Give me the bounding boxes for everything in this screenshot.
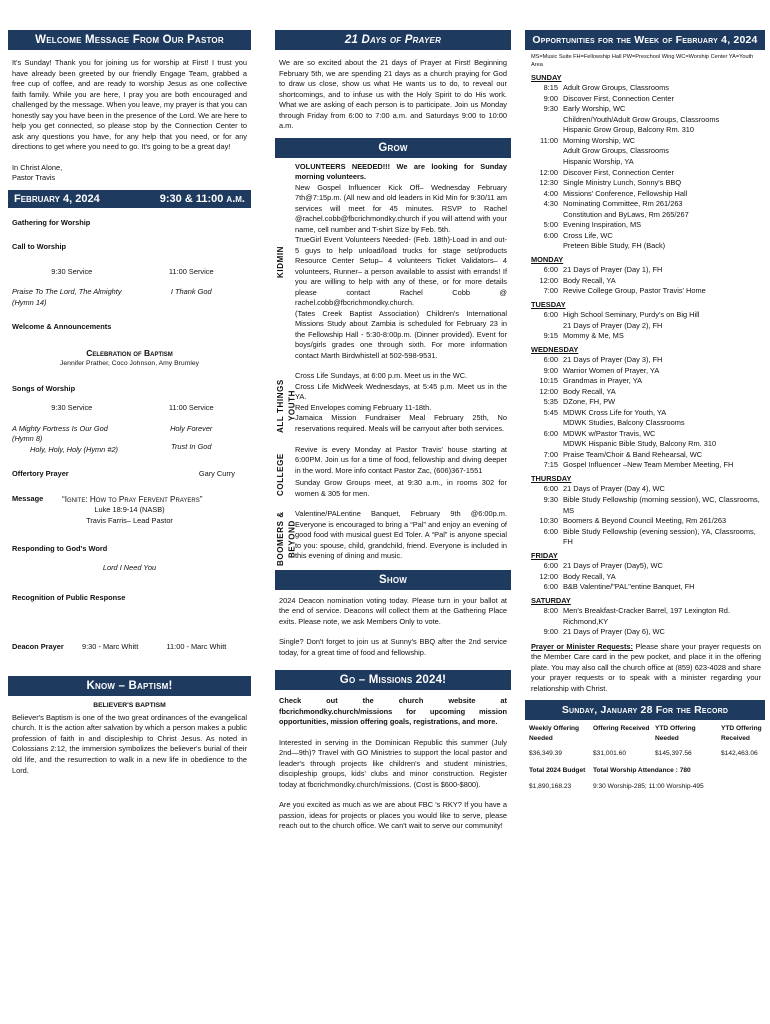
go-2: Interested in serving in the Dominican Republic this summer (July 2nd—9th)? Travel with GO Ministries to support the local pastor and leader's through projects like children's and student ministries, discipleship groups, kids' clubs and minor construction. Register today at fbcrichmondky.church/missions. (Cost is $600-$800). <box>279 737 507 789</box>
schedule-day-heading: SUNDAY <box>531 72 562 82</box>
youth-1: Cross Life Sundays, at 6:00 p.m. Meet us in the WC. <box>295 371 468 381</box>
column-ministries <box>275 30 511 835</box>
service-date: February 4, 2024 <box>14 192 100 205</box>
event-description: 21 Days of Prayer (Day 2), FH <box>563 320 663 330</box>
kidmin-section <box>275 162 511 362</box>
schedule-event <box>531 460 765 471</box>
event-time: 7:15 <box>543 460 558 470</box>
event-description: B&B Valentine/"PAL"entine Banquet, FH <box>563 582 695 592</box>
schedule-event <box>531 157 765 168</box>
offer-v2: $31,001.60 <box>593 749 627 757</box>
schedule-event <box>531 220 765 231</box>
know-title: Know – Baptism! <box>8 676 251 696</box>
offer-h4: YTD Offering Received <box>721 725 762 742</box>
song-1100-2: Trust In God <box>170 442 212 452</box>
baptism-names: Jennifer Prather, Coco Johnson, Amy Brumley <box>59 359 200 367</box>
kidmin-1: VOLUNTEERS NEEDED!!! We are looking for Sunday morning volunteers. <box>295 161 507 182</box>
event-description: 21 Days of Prayer (Day 3), FH <box>563 355 663 365</box>
event-time: 4:30 <box>543 199 558 209</box>
youth-section <box>275 371 511 434</box>
schedule-event <box>531 429 765 440</box>
event-description: Discover First, Connection Center <box>563 93 674 103</box>
event-time: 8:15 <box>543 83 558 93</box>
recognition-label: Recognition of Public Response <box>12 593 126 603</box>
event-time: 7:00 <box>543 286 558 296</box>
youth-2: Cross Life MidWeek Wednesdays, at 5:45 p.m. Meet us in the YA. <box>295 381 507 402</box>
schedule-event <box>531 627 765 638</box>
event-description: Body Recall, YA <box>563 571 616 581</box>
schedule-event <box>531 241 765 252</box>
responding-song: Lord I Need You <box>102 562 157 572</box>
schedule-event <box>531 276 765 287</box>
welcome-title: Welcome Message From Our Pastor <box>8 30 251 50</box>
event-description: Hispanic Worship, YA <box>563 157 634 166</box>
event-time: 7:00 <box>543 449 558 459</box>
event-description: 21 Days of Prayer (Day 4), WC <box>563 484 665 494</box>
event-description: Children/Youth/Adult Grow Groups, Classrooms <box>563 114 720 124</box>
event-time: 9:00 <box>543 627 558 637</box>
column-order-of-worship <box>8 30 251 779</box>
schedule-event <box>531 495 765 516</box>
event-description: MDWK Hispanic Bible Study, Balcony Rm. 310 <box>563 439 717 449</box>
songs-1100-heading: 11:00 Service <box>168 402 214 412</box>
event-description: MDWK w/Pastor Travis, WC <box>563 428 656 438</box>
schedule-event <box>531 146 765 157</box>
event-time: 6:00 <box>543 484 558 494</box>
event-time: 5:00 <box>543 220 558 230</box>
event-time: 5:35 <box>543 397 558 407</box>
budget-label: Total 2024 Budget <box>529 767 586 775</box>
boomers-label: BOOMERS & BEYOND <box>276 511 297 567</box>
schedule-event <box>531 561 765 572</box>
schedule-event <box>531 376 765 387</box>
event-description: DZone, FH, PW <box>563 397 616 407</box>
schedule-event <box>531 136 765 147</box>
schedule-event <box>531 125 765 136</box>
deacon-930: 9:30 - Marc Whitt <box>82 641 139 651</box>
schedule-event <box>531 178 765 189</box>
message-title: “Ignite: How to Pray Fervent Prayers” <box>62 494 203 504</box>
record-title: Sunday, January 28 For the Record <box>525 700 765 720</box>
schedule-event <box>531 104 765 115</box>
gathering-label: Gathering for Worship <box>12 217 91 227</box>
offering-table <box>529 724 761 758</box>
responding-label: Responding to God's Word <box>12 544 108 554</box>
event-time <box>531 146 563 157</box>
schedule-event <box>531 572 765 583</box>
attendance-value: 9:30 Worship-285; 11:00 Worship-495 <box>593 782 704 790</box>
go-title: Go – Missions 2024! <box>275 670 511 690</box>
event-time: 9:00 <box>543 93 558 103</box>
event-time: 5:45 <box>543 407 558 417</box>
event-time: 4:00 <box>543 188 558 198</box>
event-time: 12:30 <box>539 178 558 188</box>
message-ref: Luke 18:9-14 (NASB) <box>94 505 165 515</box>
kidmin-4: (Tates Creek Baptist Association) Children's International Missions Study about Zambia is scheduled for February 23 in the Fellowship Hall - 5:30-8:00p.m. (Dinner provided). Event for boys/girls grades one through sixth. For more information contact Marth Birdwhistell at 502-598-9531. <box>295 308 507 360</box>
event-time: 9:30 <box>543 104 558 114</box>
event-time: 6:00 <box>543 310 558 320</box>
schedule-event <box>531 189 765 200</box>
event-time: 11:00 <box>540 135 558 145</box>
svc-1100-heading: 11:00 Service <box>168 266 214 276</box>
schedule-event <box>531 210 765 221</box>
kidmin-3: TrueGirl Event Volunteers Needed- (Feb. 18th)-Load in and out-5 guys to help unload/load trucks for stage set/products Resource Center Setup– 4 volunteers Ticket Validators– 4 volunteers, Runner– a person available to assist with errands! If you are willing to help with any of these, or for more details please contact Rachel Cobb @ rachel.cobb@fbcrichmondky.church. <box>295 235 507 308</box>
kidmin-2: New Gospel Influencer Kick Off– Wednesday February 7th@7:15p.m. (All new and old leaders in Kid Min for 9:30/11 am services will meet for 45 minutes. RSVP to Rachel @rachel.cobb@fbcrichmondky.church if you will attend with your name, cell number and T-shirt Size by Feb. 5th. <box>295 182 507 234</box>
budget-value: $1,890,168.23 <box>529 782 572 790</box>
event-time <box>531 439 563 450</box>
schedule-event <box>531 418 765 429</box>
event-description: 21 Days of Prayer (Day 6), WC <box>563 627 665 637</box>
event-time: 6:00 <box>543 561 558 571</box>
event-time: 12:00 <box>539 571 558 581</box>
service-times: 9:30 & 11:00 a.m. <box>159 192 245 205</box>
event-time: 6:00 <box>543 230 558 240</box>
schedule-event <box>531 265 765 276</box>
event-time <box>531 125 563 136</box>
schedule-event <box>531 408 765 419</box>
believers-text: Believer's Baptism is one of the two great ordinances of the evangelical church. It is the action after salvation by which a person makes a public profession of faith in and discipleship to Christ Jesus. As noted in Colossians 2:12, the immersion symbolizes the believer's burial of their old life, and the resurrection to walk in a new life in obedience to the Lord. <box>12 712 247 775</box>
event-description: Mommy & Me, MS <box>563 331 624 341</box>
show-title: Show <box>275 570 511 590</box>
event-description: Early Worship, WC <box>563 104 626 114</box>
event-description: Adult Grow Groups, Classrooms <box>563 146 669 156</box>
schedule-event <box>531 606 765 627</box>
event-time <box>531 115 563 126</box>
youth-label: ALL THINGS YOUTH <box>276 379 297 434</box>
schedule-event <box>531 484 765 495</box>
kidmin-label: KIDMIN <box>276 245 285 278</box>
college-2: Sunday Grow Groups meet, at 9:30 a.m., in rooms 302 for women & 305 for men. <box>295 478 507 498</box>
schedule-event <box>531 527 765 548</box>
schedule-day-heading: TUESDAY <box>531 299 566 309</box>
event-description: Missions' Conference, Fellowship Hall <box>563 188 688 198</box>
event-time: 9:00 <box>543 365 558 375</box>
show-1: 2024 Deacon nomination voting today. Please turn in your ballot at the end of service. Deacons will collect them at the Gathering Place exits. Please note, we ask Members Only to vote. <box>279 595 507 626</box>
schedule-day-heading: WEDNESDAY <box>531 344 579 354</box>
event-time: 10:15 <box>539 376 558 386</box>
boomers-section <box>275 509 511 567</box>
offer-h1: Weekly Offering Needed <box>529 725 580 742</box>
service-date-bar <box>8 190 251 208</box>
college-section <box>275 445 511 500</box>
event-time: 12:00 <box>539 275 558 285</box>
event-time: 6:00 <box>543 526 558 536</box>
event-time <box>531 241 563 252</box>
song-930-1: A Mighty Fortress Is Our God (Hymn 8) <box>12 423 108 444</box>
schedule-event <box>531 321 765 332</box>
song-1100-1: Holy Forever <box>170 423 213 433</box>
event-time: 12:00 <box>539 386 558 396</box>
event-description: Gospel Influencer –New Team Member Meeting, FH <box>563 460 734 470</box>
event-description: Constitution and ByLaws, Rm 265/267 <box>563 209 689 219</box>
deacon-label: Deacon Prayer <box>12 641 64 651</box>
schedule-day-heading: SATURDAY <box>531 595 571 605</box>
schedule-event <box>531 355 765 366</box>
offertory-name: Gary Curry <box>198 469 235 479</box>
event-description: Praise Team/Choir & Band Rehearsal, WC <box>563 449 703 459</box>
youth-4: Jamaica Mission Fundraiser Meal February 25th, No reservations required. Meals will be carryout after both services. <box>295 413 507 433</box>
event-time: 6:00 <box>543 582 558 592</box>
closing: In Christ Alone, <box>12 162 63 172</box>
days-title: 21 Days of Prayer <box>275 30 511 50</box>
call-to-worship-label: Call to Worship <box>12 242 67 252</box>
call-song-1100: I Thank God <box>170 287 212 297</box>
schedule-event <box>531 439 765 450</box>
college-1: Revive is every Monday at Pastor Travis' house starting at 6:00PM. Join us for a time of food, fellowship and diving deeper in the word. More info contact Pastor Zac, (606)367-1551 <box>295 444 507 475</box>
event-description: Hispanic Grow Group, Balcony Rm. 310 <box>563 125 695 135</box>
event-description: Adult Grow Groups, Classrooms <box>563 83 669 93</box>
event-time: 9:15 <box>543 331 558 341</box>
call-hymn-930: Praise To The Lord, The Almighty (Hymn 14) <box>12 287 122 307</box>
song-930-2: Holy, Holy, Holy (Hymn #2) <box>30 444 119 454</box>
event-description: Bible Study Fellowship (evening session), YA, Classrooms, FH <box>563 526 756 547</box>
songs-930-heading: 9:30 Service <box>51 402 93 412</box>
welcome-announcements: Welcome & Announcements <box>12 322 112 332</box>
budget-table <box>529 766 761 791</box>
event-description: Discover First, Connection Center <box>563 167 674 177</box>
offertory-label: Offertory Prayer <box>12 469 69 479</box>
prayer-requests <box>531 642 761 695</box>
believers-title: BELIEVER'S BAPTISM <box>93 702 166 710</box>
schedule-event <box>531 94 765 105</box>
event-description: Single Ministry Lunch, Sonny's BBQ <box>563 178 682 188</box>
event-time: 10:30 <box>539 516 558 526</box>
grow-title: Grow <box>275 138 511 158</box>
event-description: Body Recall, YA <box>563 275 616 285</box>
event-time <box>531 210 563 221</box>
event-description: Cross Life, WC <box>563 230 613 240</box>
offer-v3: $145,397.56 <box>655 749 692 757</box>
schedule-event <box>531 450 765 461</box>
event-description: 21 Days of Prayer (Day 1), FH <box>563 265 663 275</box>
schedule-event <box>531 397 765 408</box>
event-description: MDWK Studies, Balcony Classrooms <box>563 418 685 428</box>
event-description: 21 Days of Prayer (Day5), WC <box>563 561 663 571</box>
schedule-event <box>531 286 765 297</box>
schedule-day-heading: THURSDAY <box>531 473 572 483</box>
schedule-event <box>531 516 765 527</box>
days-text: We are so excited about the 21 days of Prayer at First! Beginning February 5th, we are spending 21 days as a church praying for God to draw us close, show us what He wants us to do, to reveal our shortcomings, and to infuse us with the Holy Spirit to do His work. What we are asking of each person is to participate. Join us Monday through Friday from 6:00 to 7:00 a.m. and Saturdays 9:00 to 10:00 a.m. <box>279 58 507 131</box>
event-description: Bible Study Fellowship (morning session), WC, Classrooms, MS <box>563 494 760 515</box>
event-time: 6:00 <box>543 265 558 275</box>
offer-h2: Offering Received <box>593 725 650 733</box>
event-description: Revive College Group, Pastor Travis' Home <box>563 286 706 296</box>
go-1[interactable]: Check out the church website at fbcrichmondky.church/missions for upcoming mission opportunities, mission offering goals, registrations, and more. <box>279 696 507 727</box>
boomers-1: Valentine/PALentine Banquet, February 9th @6:00p.m. Everyone is encouraged to bring a “Pal” and enjoy an evening of good food with musical guest Ed Toler. A “Pal” is anyone special to you: spouse, child, grandchild, friend. Everyone is included in this evening of dining and music. <box>295 509 507 561</box>
event-description: Evening Inspiration, MS <box>563 220 642 230</box>
deacon-1100: 11:00 - Marc Whitt <box>166 641 227 651</box>
show-2: Single? Don't forget to join us at Sunny's BBQ after the 2nd service today, for a great time of food and fellowship. <box>279 637 507 657</box>
event-time: 6:00 <box>543 428 558 438</box>
event-time: 8:00 <box>543 606 558 616</box>
column-opportunities <box>525 30 765 795</box>
event-time <box>531 157 563 168</box>
event-description: Preteen Bible Study, FH (Back) <box>563 241 666 251</box>
songs-label: Songs of Worship <box>12 384 76 394</box>
schedule-event <box>531 366 765 377</box>
schedule-event <box>531 168 765 179</box>
event-time: 6:00 <box>543 355 558 365</box>
event-description: Men's Breakfast-Cracker Barrel, 197 Lexington Rd. Richmond,KY <box>563 606 730 626</box>
schedule-day-heading: MONDAY <box>531 254 564 264</box>
offer-v1: $36,349.39 <box>529 749 563 757</box>
opportunities-title: Opportunities for the Week of February 4, 2024 <box>525 30 765 50</box>
schedule-event <box>531 83 765 94</box>
event-description: High School Seminary, Purdy's on Big Hill <box>563 310 700 320</box>
message-speaker: Travis Farris– Lead Pastor <box>86 515 173 525</box>
weekly-schedule <box>531 73 765 638</box>
location-legend: MS=Music Suite FH=Fellowship Hall PW=Preschool Wing WC=Worship Center YA=Youth Area <box>531 54 754 68</box>
schedule-event <box>531 387 765 398</box>
welcome-text: It's Sunday! Thank you for joining us for worship at First! I trust you have already been greeted by our friendly Engage Team, grabbed a free cup of coffee, and are ready to worship Jesus as one collective faith family. While you are here, I pray you are both encouraged and challenged by the message. When you leave, my prayer is that you can honestly say you have been in the presence of the Lord. We are here to help you get connected, so please stop by the Connection Center to ask any questions you have, for any help that you need, or for any directions to get where you need to go. It's going to be a great day! <box>12 58 247 152</box>
event-time <box>531 321 563 332</box>
offer-h3: YTD Offering Needed <box>655 725 696 742</box>
message-label: Message <box>12 493 44 503</box>
schedule-event <box>531 115 765 126</box>
schedule-day-heading: FRIDAY <box>531 550 558 560</box>
event-description: Nominating Committee, Rm 261/263 <box>563 199 683 209</box>
event-time: 9:30 <box>543 494 558 504</box>
event-description: Boomers & Beyond Council Meeting, Rm 261/263 <box>563 516 727 526</box>
go-3: Are you excited as much as we are about FBC 's RKY? If you have a passion, ideas for projects or places you would like to serve, please reach out to the church office. We can't wait to serve our community! <box>279 800 507 831</box>
event-description: Grandmas in Prayer, YA <box>563 376 643 386</box>
college-label: COLLEGE <box>276 453 285 496</box>
baptism-heading: Celebration of Baptism <box>86 347 173 358</box>
schedule-event <box>531 331 765 342</box>
event-description: Body Recall, YA <box>563 386 616 396</box>
schedule-event <box>531 199 765 210</box>
prayer-requests-text: Please share your prayer requests on the Member Care card in the pew pocket, and place it in the offering plate. You may also call the church office at (859) 623-4028 and share your prayer requests or to speak with a minister regarding your relationship with Christ. <box>531 641 761 693</box>
event-description: Morning Worship, WC <box>563 135 636 145</box>
signature: Pastor Travis <box>12 173 56 183</box>
attendance-label: Total Worship Attendance : 780 <box>593 767 691 775</box>
schedule-event <box>531 582 765 593</box>
event-description: MDWK Cross Life for Youth, YA <box>563 407 667 417</box>
schedule-event <box>531 231 765 242</box>
event-time: 12:00 <box>539 167 558 177</box>
event-description: Warrior Women of Prayer, YA <box>563 365 660 375</box>
event-time <box>531 418 563 429</box>
youth-3: Red Envelopes coming February 11-18th. <box>295 402 432 412</box>
prayer-requests-label: Prayer or Minister Requests: <box>531 641 633 651</box>
svc-930-heading: 9:30 Service <box>51 266 93 276</box>
offer-v4: $142,463.06 <box>721 749 758 757</box>
schedule-event <box>531 310 765 321</box>
